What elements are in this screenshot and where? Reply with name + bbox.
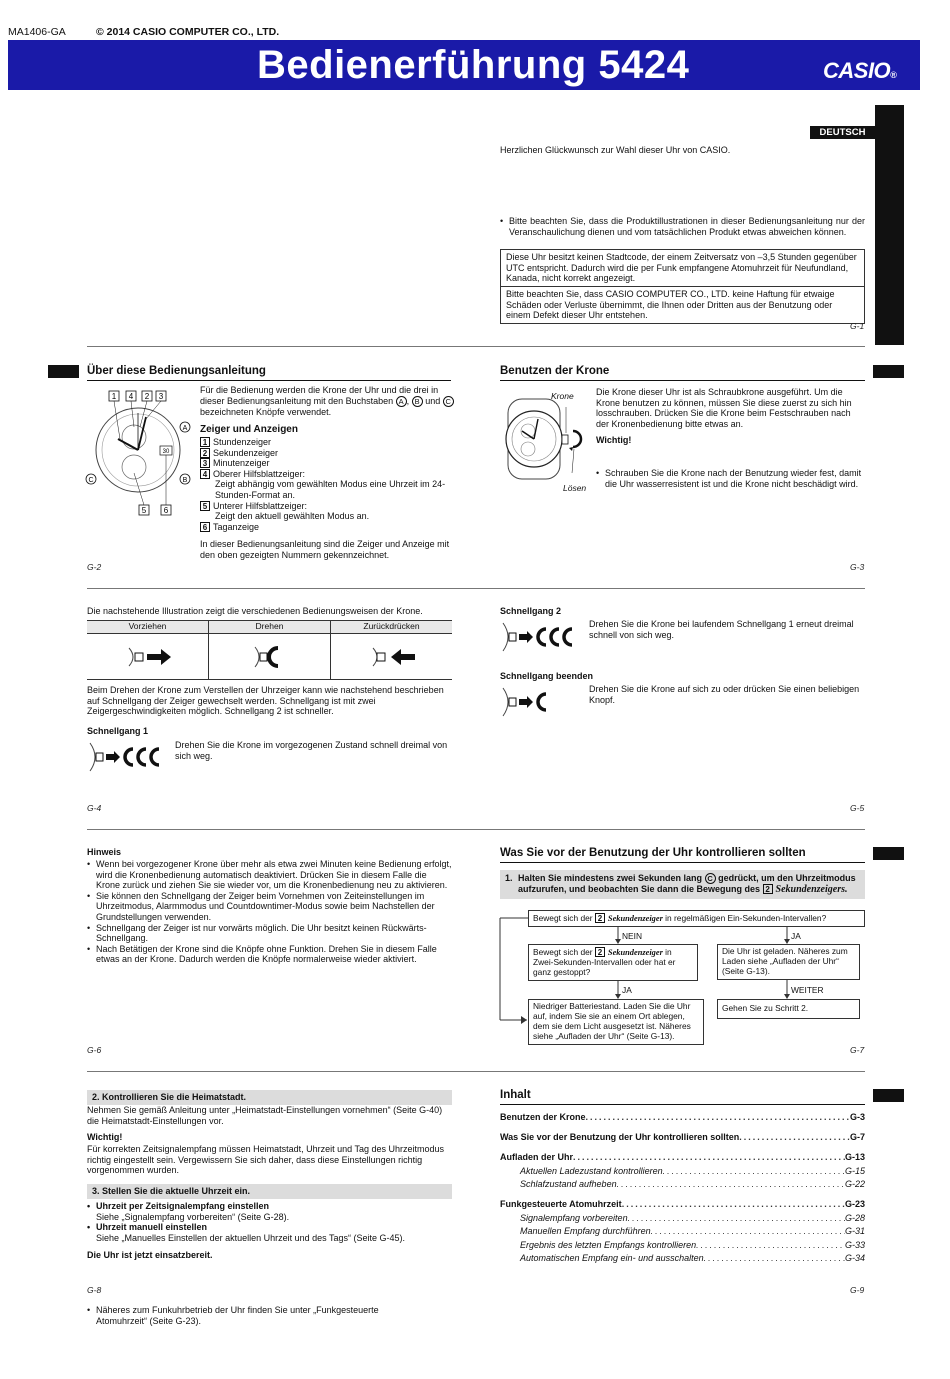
fig-button-c: C — [88, 477, 94, 484]
quickturn1-icon — [86, 741, 166, 773]
toc-heading: Inhalt — [500, 1089, 865, 1105]
crown-ops-table — [87, 620, 452, 680]
col-header: Drehen — [209, 621, 331, 633]
step3-bar: 3. Stellen Sie die aktuelle Uhrzeit ein. — [87, 1184, 452, 1199]
divider — [87, 829, 865, 830]
hands-list — [200, 437, 455, 532]
step3-options — [87, 1201, 452, 1243]
flow-weiter-label: WEITER — [791, 985, 824, 995]
hand-name: Sekundenzeiger — [607, 948, 663, 957]
option-title: • Uhrzeit per Zeitsignalempfang einstellen — [87, 1201, 452, 1212]
button-a-symbol: A — [396, 396, 407, 407]
language-tab-bar — [875, 105, 904, 345]
toc-entry[interactable]: Was Sie vor der Benutzung der Uhr kontrollieren sollten ..... G-7 — [500, 1132, 865, 1152]
quickturn1-label: Schnellgang 1 — [87, 726, 149, 736]
congrats-text: Herzlichen Glückwunsch zur Wahl dieser Uhr von CASIO. — [500, 145, 731, 155]
casio-logo: CASIO® — [823, 58, 897, 83]
toc-entry[interactable]: Benutzen der Krone ..... G-3 — [500, 1112, 865, 1132]
g2-note: In dieser Bedienungsanleitung sind die Zeiger und Anzeige mit den oben gezeigten Nummern gekennzeichnet. — [200, 539, 450, 560]
step2-bar: 2. Kontrollieren Sie die Heimatstadt. — [87, 1090, 452, 1105]
fig-label-3: 3 — [158, 392, 164, 401]
flow-question-1: Bewegt sich der 2 Sekundenzeiger in regelmäßigen Ein-Sekunden-Intervallen? — [528, 910, 865, 927]
toc-entry[interactable]: Signalempfang vorbereiten ..... G-28 — [500, 1213, 865, 1227]
button-b-symbol: B — [412, 396, 423, 407]
hand-item: 6 Taganzeige — [200, 522, 455, 533]
flow-low-battery: Niedriger Batteriestand. Laden Sie die Uhr auf, indem Sie sie an einem Ort ablegen, dem sie dem Licht ausgesetzt ist. Näheres siehe „Aufladen der Uhr“ (Seite G-13). — [528, 999, 704, 1045]
crown-ops-intro: Die nachstehende Illustration zeigt die verschiedenen Bedienungsweisen der Krone. — [87, 606, 423, 616]
page-number: G-4 — [87, 803, 102, 813]
important-text: Für korrekten Zeitsignalempfang müssen Heimatstadt, Uhrzeit und Tag des Uhrzeitmodus richtig eingestellt sein. Vergewissern Sie sich daher, dass diese Einstellungen richtig vorgenommen wurden. — [87, 1144, 444, 1176]
section-tab — [48, 365, 79, 378]
ready-label: Die Uhr ist jetzt einsatzbereit. — [87, 1250, 213, 1260]
button-c-symbol: C — [705, 873, 716, 884]
section-heading: Benutzen der Krone — [500, 365, 865, 381]
section-tab — [873, 365, 904, 378]
hand-name: Sekundenzeiger — [607, 914, 663, 923]
fig-label-2: 2 — [144, 392, 150, 401]
hand-name: Sekundenzeigers. — [775, 884, 848, 895]
quickturn2-icon — [499, 621, 579, 653]
toc-entry[interactable]: Aufladen der Uhr ..... G-13 — [500, 1152, 865, 1166]
rotate-icon — [251, 644, 291, 670]
page-number: G-9 — [850, 1285, 865, 1295]
quickturn2-text: Drehen Sie die Krone bei laufendem Schnellgang 1 erneut dreimal schnell von sich weg. — [589, 619, 854, 640]
step1-box: 1. Halten Sie mindestens zwei Sekunden lang C gedrückt, um den Uhrzeitmodus aufzurufen, und beobachten Sie dann die Bewegung des 2 Sekundenzeigers. — [500, 870, 865, 899]
illustration-note: • Bitte beachten Sie, dass die Produktillustrationen in dieser Bedienungsanleitung nur der Veranschaulichung dienen und vom tatsächlichen Produkt etwas abweichen können. — [500, 216, 865, 237]
page-number: G-6 — [87, 1045, 102, 1055]
quickturn-end-label: Schnellgang beenden — [500, 671, 594, 681]
newfoundland-box: Diese Uhr besitzt keinen Stadtcode, der einem Zeitversatz von –3,5 Stunden gegenüber UTC entspricht. Dadurch wird die per Funk empfangene Atomuhrzeit für Neufundland, Kanada, nicht korrekt angezeigt. — [500, 249, 865, 287]
fig-label-4: 4 — [128, 392, 134, 401]
important-label: Wichtig! — [87, 1132, 123, 1142]
option-ref: Siehe „Manuelles Einstellen der aktuellen Uhrzeit und des Tags“ (Seite G-45). — [96, 1232, 405, 1243]
crown-text: Die Krone dieser Uhr ist als Schraubkrone ausgeführt. Um die Krone benutzen zu können, müssen Sie diese zuerst zu sich hin losschrauben. Drücken Sie die Krone beim Festschrauben nach der Kronenbedienung bitte etwas an. — [596, 387, 852, 429]
hand-desc: Zeigt abhängig vom gewählten Modus eine Uhrzeit im 24-Stunden-Format an. — [215, 479, 446, 501]
quickturn1-text: Drehen Sie die Krone im vorgezogenen Zustand schnell dreimal von sich weg. — [175, 740, 448, 761]
page-number: G-1 — [850, 321, 865, 331]
col-header: Vorziehen — [87, 621, 209, 633]
option-ref: Siehe „Signalempfang vorbereiten“ (Seite G-28). — [96, 1211, 290, 1222]
toc-entry[interactable]: Funkgesteuerte Atomuhrzeit ..... G-23 — [500, 1199, 865, 1213]
hint-item: • Nach Betätigen der Krone sind die Knöpfe ohne Funktion. Drehen Sie in diesem Falle etwas an der Krone. Dadurch werden die Knöpfe normalerweise wieder aktiviert. — [87, 944, 452, 965]
hint-heading: Hinweis — [87, 847, 122, 857]
language-tab: DEUTSCH — [810, 126, 875, 139]
page-number: G-3 — [850, 562, 865, 572]
copyright: © 2014 CASIO COMPUTER CO., LTD. — [96, 26, 280, 38]
push-in-icon — [369, 646, 419, 668]
hint-item: • Wenn bei vorgezogener Krone über mehr als etwa zwei Minuten keine Bedienung erfolgt, wird die Kronenbedienung automatisch deaktiviert. Drücken Sie in diesem Falle die Krone zurück und ziehen Sie sie wieder vor, um die Kronenbedienung neu zu aktivieren. — [87, 859, 452, 891]
fig-button-a: A — [182, 425, 188, 432]
page-title: Bedienerführung 5424 — [257, 43, 690, 87]
hint-item: • Sie können den Schnellgang der Zeiger beim Vornehmen von Zeiteinstellungen im Uhrzeitmodus, Alarmmodus und Countdowntimer-Modus sowie beim Nachstellen der Grundstellungen verwenden. — [87, 891, 452, 923]
toc-entry[interactable]: Automatischen Empfang ein- und ausschalten ..... G-34 — [500, 1253, 865, 1267]
fig-button-b: B — [182, 477, 188, 484]
button-c-symbol: C — [443, 396, 454, 407]
crown-illustration — [498, 387, 590, 487]
page-number: G-5 — [850, 803, 865, 813]
hand-item: 5 Unterer Hilfsblattzeiger: — [200, 501, 455, 512]
fig-label-5: 5 — [141, 506, 147, 515]
toc-entry[interactable]: Manuellen Empfang durchführen ..... G-31 — [500, 1226, 865, 1240]
hand-item: 3 Minutenzeiger — [200, 458, 455, 469]
pull-out-icon — [125, 646, 175, 668]
flow-nein-label: NEIN — [622, 931, 643, 941]
hand-item: 1 Stundenzeiger — [200, 437, 455, 448]
toc-entry[interactable]: Ergebnis des letzten Empfangs kontrollieren ..... G-33 — [500, 1240, 865, 1254]
quickturn2-label: Schnellgang 2 — [500, 606, 562, 616]
hint-item: • Schnellgang der Zeiger ist nur vorwärts möglich. Die Uhr besitzt keinen Rückwärts-Schnellgang. — [87, 923, 452, 944]
hand-item: 2 Sekundenzeiger — [200, 448, 455, 459]
flow-goto-step2: Gehen Sie zu Schritt 2. — [717, 999, 860, 1019]
flow-ja2-label: JA — [622, 985, 632, 995]
flow-ja-label: JA — [791, 931, 801, 941]
crown-bullet: • Schrauben Sie die Krone nach der Benutzung wieder fest, damit die Uhr wasserresistent ist und die Krone nicht beschädigt wird. — [596, 468, 863, 489]
toc-entry[interactable]: Aktuellen Ladezustand kontrollieren ..... G-15 — [500, 1166, 865, 1180]
page-number: G-8 — [87, 1285, 102, 1295]
quickturn-end-icon — [499, 686, 559, 718]
date-number: 30 — [162, 449, 170, 455]
divider — [87, 1071, 865, 1072]
ready-bullet: • Näheres zum Funkuhrbetrieb der Uhr finden Sie unter „Funkgesteuerte Atomuhrzeit“ (Seite G-23). — [87, 1305, 407, 1326]
loesen-label: Lösen — [563, 483, 587, 493]
flow-charged: Die Uhr ist geladen. Näheres zum Laden siehe „Aufladen der Uhr“ (Seite G-13). — [717, 944, 860, 980]
important-label: Wichtig! — [596, 435, 632, 445]
watch-face-illustration — [84, 387, 196, 517]
liability-box: Bitte beachten Sie, dass CASIO COMPUTER CO., LTD. keine Haftung für etwaige Schäden oder Verluste übernimmt, die Ihnen oder Dritten aus der Benutzung oder einem Defekt dieser Uhr entstehen. — [500, 286, 865, 324]
quickturn-para: Beim Drehen der Krone zum Verstellen der Uhrzeiger kann wie nachstehend beschrieben auf Schnellgang der Zeiger gewechselt werden. Schnellgang ist mit zwei Zeigergeschwindigkeiten möglich. Schnellgang 2 ist schneller. — [87, 685, 444, 717]
krone-label: Krone — [551, 391, 574, 401]
page-number: G-7 — [850, 1045, 865, 1055]
option-title: • Uhrzeit manuell einstellen — [87, 1222, 452, 1233]
quickturn-end-text: Drehen Sie die Krone auf sich zu oder drücken Sie einen beliebigen Knopf. — [589, 684, 860, 705]
hand-desc: Zeigt den aktuell gewählten Modus an. — [215, 511, 370, 522]
toc-list — [500, 1112, 865, 1267]
divider — [87, 588, 865, 589]
col-header: Zurückdrücken — [363, 621, 420, 631]
section-tab — [873, 1089, 904, 1102]
page-number: G-2 — [87, 562, 102, 572]
hand-item: 4 Oberer Hilfsblattzeiger: — [200, 469, 455, 480]
section-heading: Über diese Bedienungsanleitung — [87, 365, 451, 381]
section-tab — [873, 847, 904, 860]
hands-subheading: Zeiger und Anzeigen — [200, 424, 298, 435]
toc-entry[interactable]: Schlafzustand aufheben ..... G-22 — [500, 1179, 865, 1199]
flow-question-2: Bewegt sich der 2 Sekundenzeiger in Zwei-Sekunden-Intervallen oder hat er ganz gestoppt? — [528, 944, 698, 981]
divider — [87, 346, 865, 347]
fig-label-6: 6 — [163, 506, 169, 515]
fig-label-1: 1 — [111, 392, 117, 401]
g2-intro: Für die Bedienung werden die Krone der Uhr und die drei in dieser Bedienungsanleitung mit den Buchstaben A , B und C bezeichneten Knöpfe verwendet. — [200, 385, 455, 417]
hint-list — [87, 859, 452, 965]
step2-text: Nehmen Sie gemäß Anleitung unter „Heimatstadt-Einstellungen vornehmen“ (Seite G-40) die Heimatstadt-Einstellungen vor. — [87, 1105, 443, 1126]
section-heading: Was Sie vor der Benutzung der Uhr kontrollieren sollten — [500, 847, 865, 863]
doc-code: MA1406-GA — [8, 26, 66, 38]
